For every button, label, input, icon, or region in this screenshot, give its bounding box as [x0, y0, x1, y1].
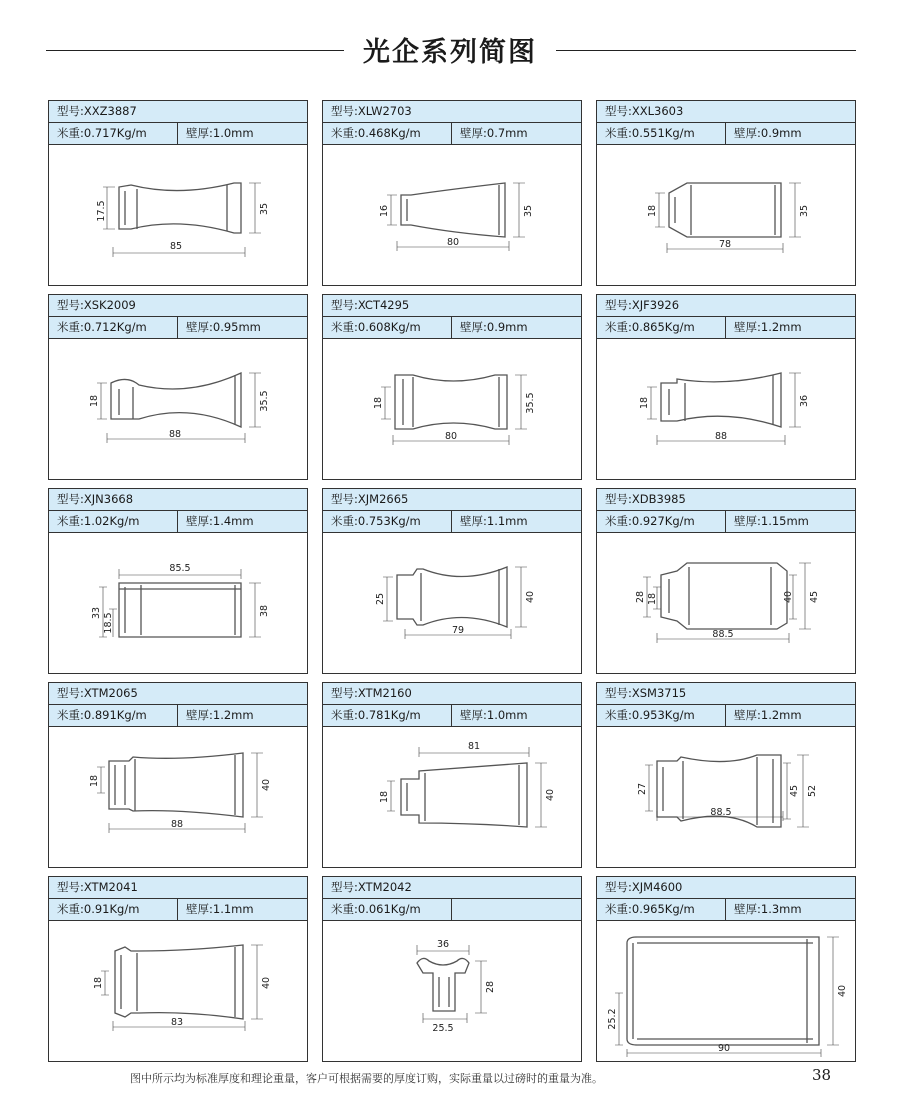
profile-weight: 米重:0.712Kg/m: [57, 320, 147, 334]
dim-label: 28: [635, 590, 646, 604]
profile-card-xlw2703: [322, 100, 582, 286]
dim-label: 36: [436, 939, 450, 950]
profile-spec-row: [597, 317, 855, 339]
profile-weight: 米重:0.891Kg/m: [57, 708, 147, 722]
profile-weight: 米重:0.781Kg/m: [331, 708, 421, 722]
profile-weight: 米重:0.753Kg/m: [331, 514, 421, 528]
profile-thickness: 壁厚:1.0mm: [451, 705, 528, 726]
profile-weight: 米重:0.468Kg/m: [331, 126, 421, 140]
profile-model: 型号:XJM2665: [323, 489, 581, 511]
page-title: 光企系列简图: [363, 37, 537, 68]
dim-label: 88: [170, 819, 184, 830]
dim-label: 36: [799, 394, 810, 408]
profile-spec-row: [49, 317, 307, 339]
profile-model: 型号:XTM2160: [323, 683, 581, 705]
dim-label: 80: [446, 237, 460, 248]
dim-label: 52: [807, 784, 818, 798]
dim-label: 38: [259, 604, 270, 618]
page-number: 38: [812, 1066, 832, 1084]
dim-label: 18: [639, 396, 650, 410]
profile-model: 型号:XTM2042: [323, 877, 581, 899]
profile-model: 型号:XJN3668: [49, 489, 307, 511]
dim-label: 18: [379, 790, 390, 804]
profile-model: 型号:XLW2703: [323, 101, 581, 123]
profile-model: 型号:XXL3603: [597, 101, 855, 123]
profile-drawing: [49, 533, 307, 673]
header-rule-right: [556, 50, 856, 51]
profile-model: 型号:XJM4600: [597, 877, 855, 899]
profile-weight: 米重:0.927Kg/m: [605, 514, 695, 528]
dim-label: 28: [485, 980, 496, 994]
dim-label: 18: [647, 592, 658, 606]
dim-label: 18.5: [103, 612, 114, 634]
profile-thickness: 壁厚:1.4mm: [177, 511, 254, 532]
profile-card-xct4295: [322, 294, 582, 480]
dim-label: 88.5: [712, 629, 734, 640]
profile-thickness: 壁厚:1.2mm: [725, 705, 802, 726]
dim-label: 35.5: [259, 390, 270, 412]
profile-drawing: [49, 727, 307, 867]
dim-label: 40: [545, 788, 556, 802]
profile-weight: 米重:0.865Kg/m: [605, 320, 695, 334]
dim-label: 85.5: [169, 563, 191, 574]
profile-card-xjf3926: [596, 294, 856, 480]
profile-spec-row: [323, 317, 581, 339]
dim-label: 85: [169, 241, 183, 252]
profile-weight: 米重:0.717Kg/m: [57, 126, 147, 140]
profile-weight: 米重:0.953Kg/m: [605, 708, 695, 722]
profile-drawing: [323, 727, 581, 867]
profile-card-xtm2041: [48, 876, 308, 1062]
dim-label: 33: [91, 606, 102, 620]
dim-label: 17.5: [96, 200, 107, 222]
dim-label: 40: [783, 590, 794, 604]
profile-thickness: 壁厚:1.1mm: [177, 899, 254, 920]
dim-label: 18: [647, 204, 658, 218]
profile-drawing: [323, 339, 581, 479]
profile-model: 型号:XXZ3887: [49, 101, 307, 123]
profile-thickness: 壁厚:1.1mm: [451, 511, 528, 532]
profile-weight: 米重:0.965Kg/m: [605, 902, 695, 916]
profile-thickness: 壁厚:1.2mm: [177, 705, 254, 726]
profile-thickness: 壁厚:0.9mm: [725, 123, 802, 144]
dim-label: 18: [373, 396, 384, 410]
dim-label: 25.2: [607, 1008, 618, 1030]
dim-label: 18: [89, 774, 100, 788]
profile-spec-row: [597, 705, 855, 727]
profile-model: 型号:XCT4295: [323, 295, 581, 317]
dim-label: 35: [523, 204, 534, 218]
profile-card-xsm3715: [596, 682, 856, 868]
dim-label: 45: [789, 784, 800, 798]
dim-label: 16: [379, 204, 390, 218]
profile-weight: 米重:0.551Kg/m: [605, 126, 695, 140]
profile-card-xtm2042: [322, 876, 582, 1062]
footer-note: 图中所示均为标准厚度和理论重量，客户可根据需要的厚度订购，实际重量以过磅时的重量为准。: [130, 1072, 603, 1085]
profile-model: 型号:XTM2065: [49, 683, 307, 705]
dim-label: 40: [261, 778, 272, 792]
profile-model: 型号:XJF3926: [597, 295, 855, 317]
profile-drawing: [597, 145, 855, 285]
profile-drawing: [49, 145, 307, 285]
dim-label: 35: [259, 202, 270, 216]
profile-card-xdb3985: [596, 488, 856, 674]
profile-thickness: 壁厚:0.9mm: [451, 317, 528, 338]
profile-weight: 米重:1.02Kg/m: [57, 514, 140, 528]
dim-label: 25.5: [432, 1023, 454, 1034]
profile-spec-row: [323, 511, 581, 533]
profile-thickness: 壁厚:1.3mm: [725, 899, 802, 920]
dim-label: 27: [637, 782, 648, 796]
profile-drawing: [49, 339, 307, 479]
profile-card-xjm4600: [596, 876, 856, 1062]
profile-drawing: [49, 921, 307, 1061]
profile-thickness: 壁厚:1.0mm: [177, 123, 254, 144]
profile-drawing: [323, 921, 581, 1061]
profile-card-xtm2160: [322, 682, 582, 868]
page-header: [0, 28, 900, 72]
profile-model: 型号:XTM2041: [49, 877, 307, 899]
profile-spec-row: [597, 899, 855, 921]
profile-spec-row: [323, 705, 581, 727]
dim-label: 35.5: [525, 392, 536, 414]
profile-spec-row: [597, 123, 855, 145]
dim-label: 79: [451, 625, 465, 636]
profile-thickness: 壁厚:1.2mm: [725, 317, 802, 338]
profile-model: 型号:XDB3985: [597, 489, 855, 511]
profile-card-xjn3668: [48, 488, 308, 674]
dim-label: 18: [89, 394, 100, 408]
profile-drawing: [597, 727, 855, 867]
dim-label: 40: [525, 590, 536, 604]
dim-label: 88: [714, 431, 728, 442]
dim-label: 78: [718, 239, 732, 250]
dim-label: 35: [799, 204, 810, 218]
profile-model: 型号:XSK2009: [49, 295, 307, 317]
profile-drawing: [597, 921, 855, 1061]
profile-card-xxz3887: [48, 100, 308, 286]
profile-weight: 米重:0.061Kg/m: [331, 902, 421, 916]
profile-card-xjm2665: [322, 488, 582, 674]
profile-spec-row: [49, 705, 307, 727]
profile-drawing: [597, 533, 855, 673]
profile-weight: 米重:0.608Kg/m: [331, 320, 421, 334]
profile-grid: [48, 100, 856, 1064]
profile-spec-row: [49, 511, 307, 533]
profile-spec-row: [49, 123, 307, 145]
profile-drawing: [323, 533, 581, 673]
profile-spec-row: [323, 899, 581, 921]
profile-thickness: 壁厚:1.15mm: [725, 511, 809, 532]
dim-label: 40: [261, 976, 272, 990]
profile-spec-row: [49, 899, 307, 921]
profile-thickness: 壁厚:0.95mm: [177, 317, 261, 338]
dim-label: 45: [809, 590, 820, 604]
profile-spec-row: [323, 123, 581, 145]
profile-spec-row: [597, 511, 855, 533]
dim-label: 80: [444, 431, 458, 442]
dim-label: 88.5: [710, 807, 732, 818]
profile-card-xtm2065: [48, 682, 308, 868]
profile-drawing: [323, 145, 581, 285]
dim-label: 90: [717, 1043, 731, 1054]
dim-label: 18: [93, 976, 104, 990]
profile-weight: 米重:0.91Kg/m: [57, 902, 140, 916]
dim-label: 88: [168, 429, 182, 440]
profile-thickness: 壁厚:0.7mm: [451, 123, 528, 144]
header-rule-left: [46, 50, 344, 51]
dim-label: 81: [467, 741, 481, 752]
profile-card-xsk2009: [48, 294, 308, 480]
dim-label: 83: [170, 1017, 184, 1028]
profile-drawing: [597, 339, 855, 479]
profile-thickness: [451, 899, 460, 920]
profile-card-xxl3603: [596, 100, 856, 286]
profile-model: 型号:XSM3715: [597, 683, 855, 705]
dim-label: 25: [375, 592, 386, 606]
dim-label: 40: [837, 984, 848, 998]
